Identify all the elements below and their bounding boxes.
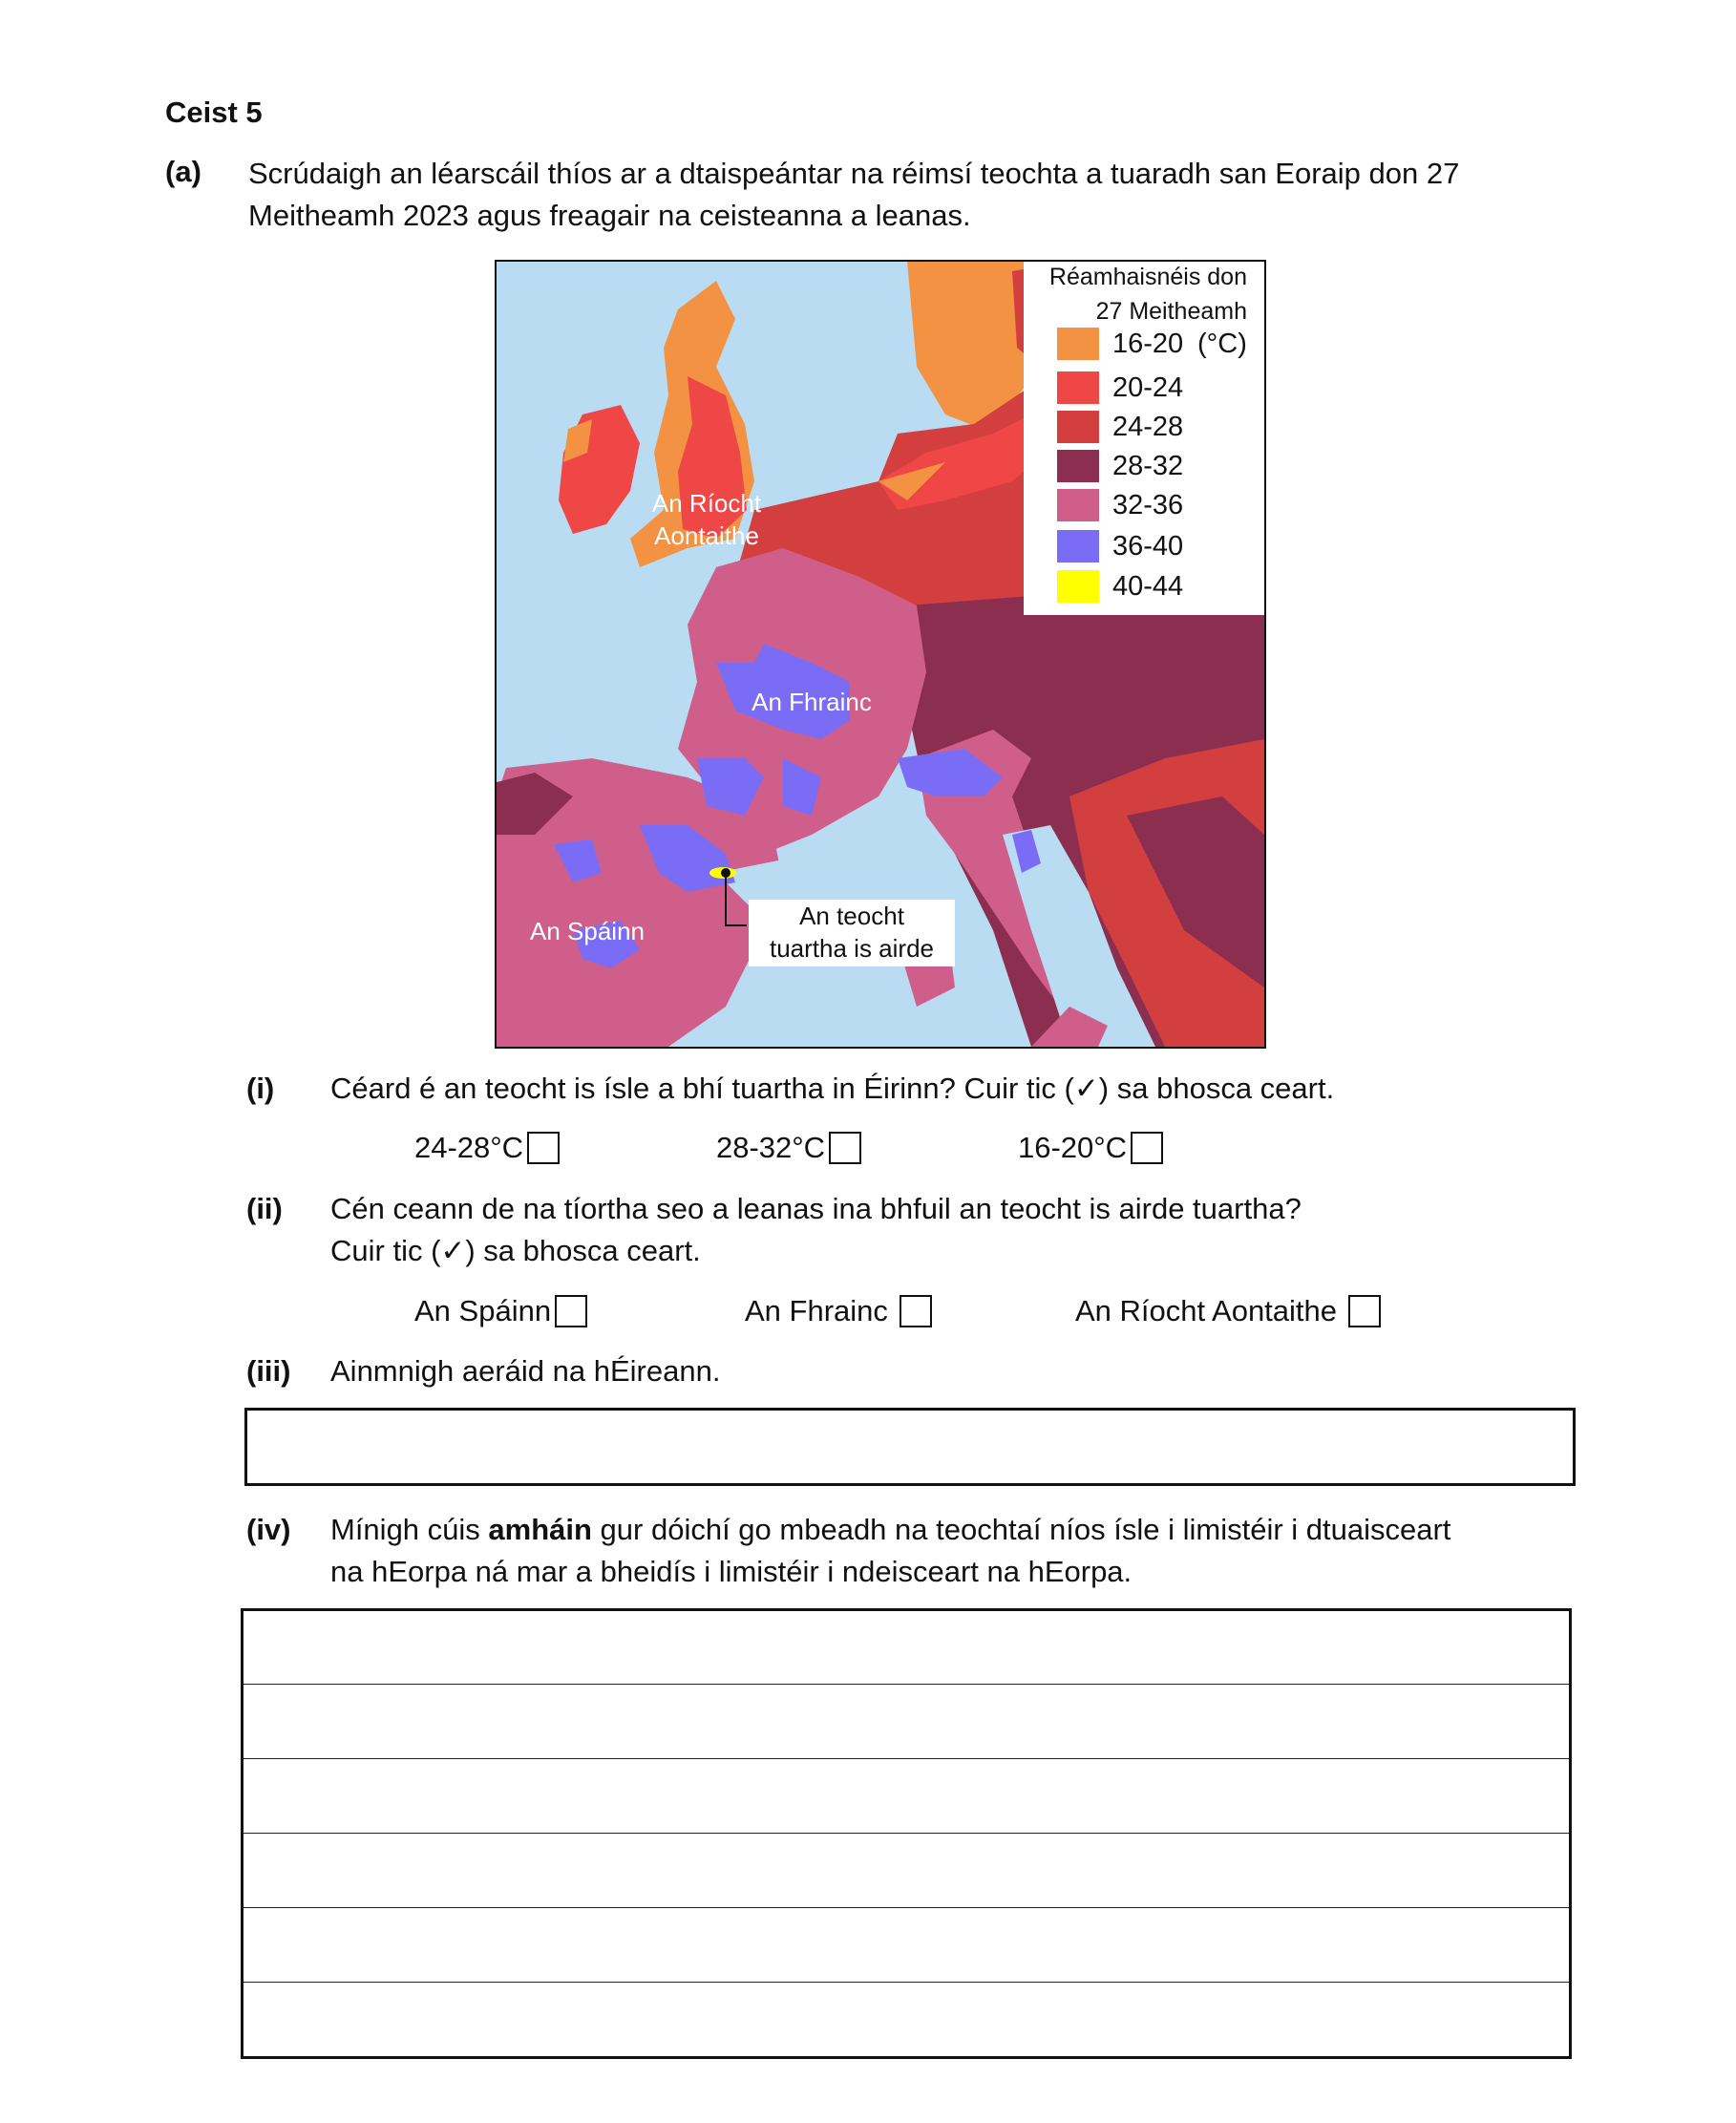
- legend-swatch-20-24: [1057, 372, 1099, 404]
- highest-temp-callout: [749, 900, 955, 966]
- legend-item: [1057, 410, 1183, 444]
- sub-question-ii-label: (ii): [246, 1192, 283, 1225]
- part-a-label: (a): [165, 155, 201, 188]
- checkbox-france[interactable]: [900, 1295, 932, 1327]
- question-title: Ceist 5: [165, 96, 263, 129]
- checkbox-spain[interactable]: [555, 1295, 587, 1327]
- checkbox-uk[interactable]: [1348, 1295, 1381, 1327]
- option-label: An Ríocht Aontaithe: [1075, 1294, 1338, 1327]
- callout-line1: An teocht: [799, 902, 904, 930]
- map-label-uk-line1: An Ríocht: [651, 489, 762, 518]
- iv-text-bold: amháin: [488, 1513, 592, 1546]
- europe-temperature-map: [495, 260, 1266, 1049]
- option-label: An Spáinn: [414, 1294, 552, 1327]
- checkbox-24-28[interactable]: [527, 1132, 560, 1164]
- map-label-uk: [611, 487, 802, 552]
- sub-question-iii-label: (iii): [246, 1354, 291, 1388]
- legend-swatch-32-36: [1057, 489, 1099, 521]
- legend-swatch-16-20: [1057, 328, 1099, 360]
- option-i-24-28: [414, 1131, 560, 1165]
- option-label: 28-32°C: [716, 1131, 826, 1164]
- answer-line: [243, 1907, 1569, 1908]
- legend-swatch-40-44: [1057, 570, 1099, 603]
- part-a-intro-line2: Meitheamh 2023 agus freagair na ceisteanna a leanas.: [248, 199, 971, 232]
- legend-swatch-24-28: [1057, 411, 1099, 443]
- legend-label: 28-32: [1112, 450, 1184, 481]
- legend-item: [1057, 371, 1183, 405]
- legend-item: [1057, 529, 1183, 563]
- map-label-uk-line2: Aontaithe: [654, 521, 759, 550]
- legend-title-line2: 27 Meitheamh: [1095, 298, 1247, 325]
- legend-item: [1057, 327, 1183, 361]
- option-ii-uk: [1075, 1294, 1381, 1328]
- answer-line: [243, 1982, 1569, 1983]
- callout-line2: tuartha is airde: [770, 934, 934, 963]
- legend-label: 40-44: [1112, 570, 1184, 602]
- sub-question-ii-text-line2: Cuir tic (✓) sa bhosca ceart.: [330, 1234, 701, 1267]
- legend-item: [1057, 449, 1183, 483]
- sub-question-iv-text-line1: [330, 1509, 1450, 1551]
- part-a-intro-line1: Scrúdaigh an léarscáil thíos ar a dtaispeántar na réimsí teochta a tuaradh san Eoraip don 27: [248, 157, 1460, 190]
- legend-item: [1057, 569, 1183, 604]
- iv-text-pre: Mínigh cúis: [330, 1513, 489, 1546]
- sub-question-i-label: (i): [246, 1072, 275, 1105]
- legend-label: 36-40: [1112, 530, 1184, 562]
- checkbox-16-20[interactable]: [1131, 1132, 1163, 1164]
- answer-line: [243, 1684, 1569, 1685]
- answer-line: [243, 1758, 1569, 1759]
- sub-question-i-text: Céard é an teocht is ísle a bhí tuartha in Éirinn? Cuir tic (✓) sa bhosca ceart.: [330, 1072, 1335, 1105]
- legend-unit: (°C): [1197, 329, 1247, 359]
- legend-label: 16-20: [1112, 328, 1184, 359]
- answer-line: [243, 1833, 1569, 1834]
- iv-text-post: gur dóichí go mbeadh na teochtaí níos ísle i limistéir i dtuaisceart: [591, 1513, 1451, 1546]
- answer-box-iv[interactable]: [241, 1608, 1572, 2059]
- legend-label: 32-36: [1112, 489, 1184, 520]
- sub-question-iv-text-line2: na hEorpa ná mar a bheidís i limistéir i ndeisceart na hEorpa.: [330, 1555, 1133, 1588]
- option-i-16-20: [1018, 1131, 1163, 1165]
- legend-swatch-36-40: [1057, 530, 1099, 563]
- option-i-28-32: [716, 1131, 861, 1165]
- option-label: 16-20°C: [1018, 1131, 1128, 1164]
- sub-question-ii-text-line1: Cén ceann de na tíortha seo a leanas ina bhfuil an teocht is airde tuartha?: [330, 1192, 1302, 1225]
- legend-item: [1057, 488, 1183, 522]
- sub-question-iii-text: Ainmnigh aeráid na hÉireann.: [330, 1354, 721, 1388]
- option-label: An Fhrainc: [745, 1294, 888, 1327]
- option-ii-france: [745, 1294, 932, 1328]
- option-ii-spain: [414, 1294, 587, 1328]
- legend-swatch-28-32: [1057, 450, 1099, 482]
- legend-title-line1: Réamhaisnéis don: [1048, 264, 1247, 290]
- option-label: 24-28°C: [414, 1131, 524, 1164]
- map-label-france: An Fhrainc: [752, 688, 872, 716]
- map-label-spain: An Spáinn: [530, 917, 645, 945]
- sub-question-iv-label: (iv): [246, 1513, 291, 1546]
- checkbox-28-32[interactable]: [829, 1132, 861, 1164]
- answer-box-iii[interactable]: [244, 1408, 1576, 1486]
- map-legend: [1024, 262, 1264, 615]
- legend-label: 24-28: [1112, 411, 1184, 442]
- legend-label: 20-24: [1112, 372, 1184, 403]
